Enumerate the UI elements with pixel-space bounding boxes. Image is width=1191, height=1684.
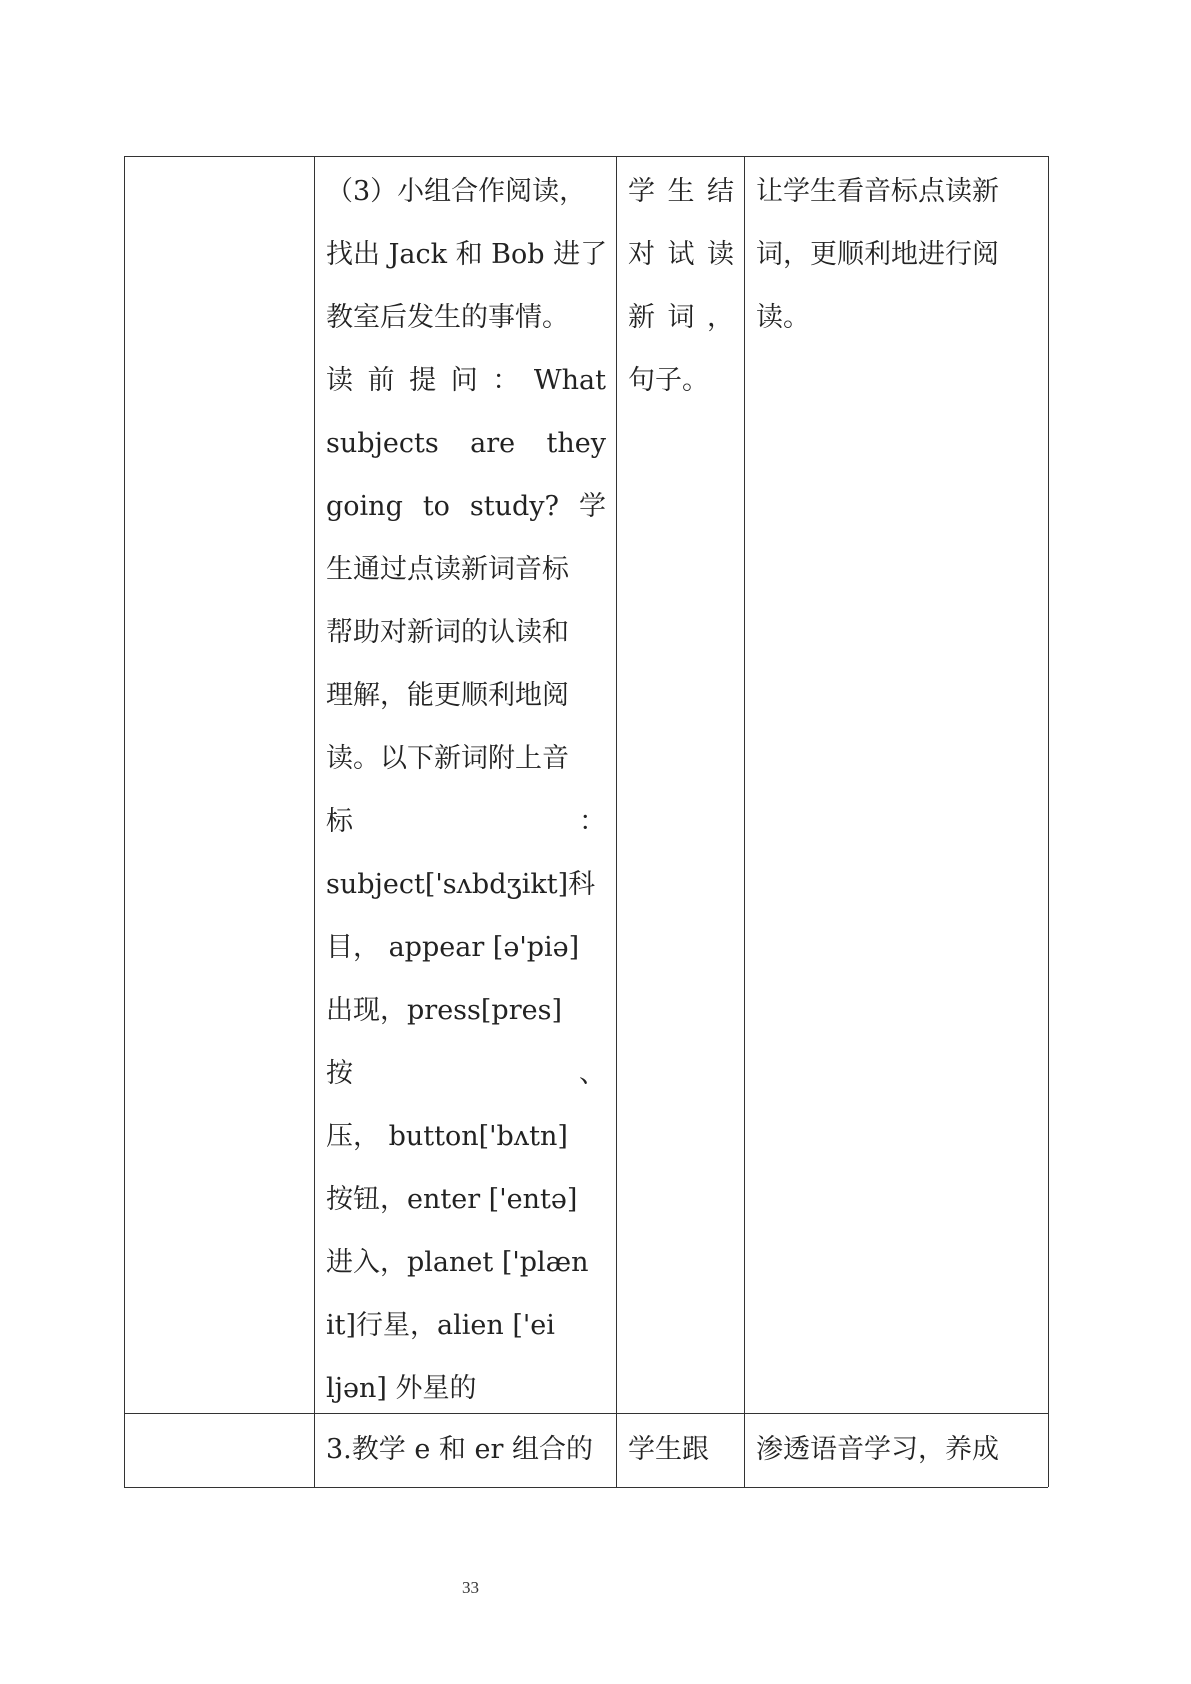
r1c2-line: subject['sʌbdʒikt]科 (326, 869, 596, 900)
r1c2-line: 读 前 提 问 ： What (326, 365, 606, 396)
r1c2-line: 出现，press[pres] (326, 995, 562, 1026)
r1c3-line: 学 生 结 (628, 176, 734, 207)
r1c2-line: 按钮，enter ['entə] (326, 1184, 578, 1215)
r1c4-line: 读。 (756, 302, 810, 333)
r1c4-line: 词，更顺利地进行阅 (756, 239, 999, 270)
r1c2-line: 按 、 (326, 1058, 606, 1089)
r1c2-line: 目， appear [ə'piə] (326, 932, 580, 963)
r1c2-line: 理解，能更顺利地阅 (326, 680, 569, 711)
r1c2-line: 生通过点读新词音标 (326, 554, 569, 585)
r1c2-line: 进入，planet ['plæn (326, 1247, 589, 1278)
row2-purpose-text: 渗透语音学习，养成 (756, 1434, 999, 1465)
lesson-plan-table (124, 156, 1048, 1487)
column-divider-3 (744, 156, 745, 1487)
r1c3-line: 句子。 (628, 365, 709, 396)
row1-stage-cell (124, 156, 314, 1413)
table-right-border (1048, 156, 1049, 1487)
r1c2-line: 压， button['bʌtn] (326, 1121, 568, 1152)
row1-student-activity-cell (628, 160, 734, 1410)
r1c2-line: 帮助对新词的认读和 (326, 617, 569, 648)
r1c2-line: subjects are they (326, 428, 606, 459)
row2-student-activity-text: 学生跟 (628, 1434, 709, 1465)
row2-stage-cell (124, 1414, 314, 1486)
row2-purpose-cell (756, 1418, 1038, 1481)
row2-activity-text: 3.教学 e 和 er 组合的 (326, 1434, 593, 1465)
r1c2-line: it]行星，alien ['ei (326, 1310, 555, 1341)
column-divider-2 (616, 156, 617, 1487)
row2-activity-cell (326, 1418, 606, 1481)
row1-purpose-cell (756, 160, 1038, 1410)
table-bottom-border (124, 1487, 1048, 1488)
row1-activity-cell (326, 160, 606, 1410)
row2-student-activity-cell (628, 1418, 734, 1481)
r1c2-line: 读。以下新词附上音 (326, 743, 569, 774)
r1c2-line: ljən] 外星的 (326, 1373, 477, 1404)
r1c2-line: （3）小组合作阅读， (326, 176, 587, 207)
r1c3-line: 新 词 ， (628, 302, 734, 333)
r1c2-line: 标 ： (326, 806, 606, 837)
column-divider-1 (314, 156, 315, 1487)
r1c3-line: 对 试 读 (628, 239, 734, 270)
r1c2-line: 教室后发生的事情。 (326, 302, 569, 333)
r1c2-line: 找出 Jack 和 Bob 进了 (326, 239, 608, 270)
page-number: 33 (462, 1578, 479, 1597)
r1c2-line: going to study? 学 (326, 491, 606, 522)
r1c4-line: 让学生看音标点读新 (756, 176, 999, 207)
